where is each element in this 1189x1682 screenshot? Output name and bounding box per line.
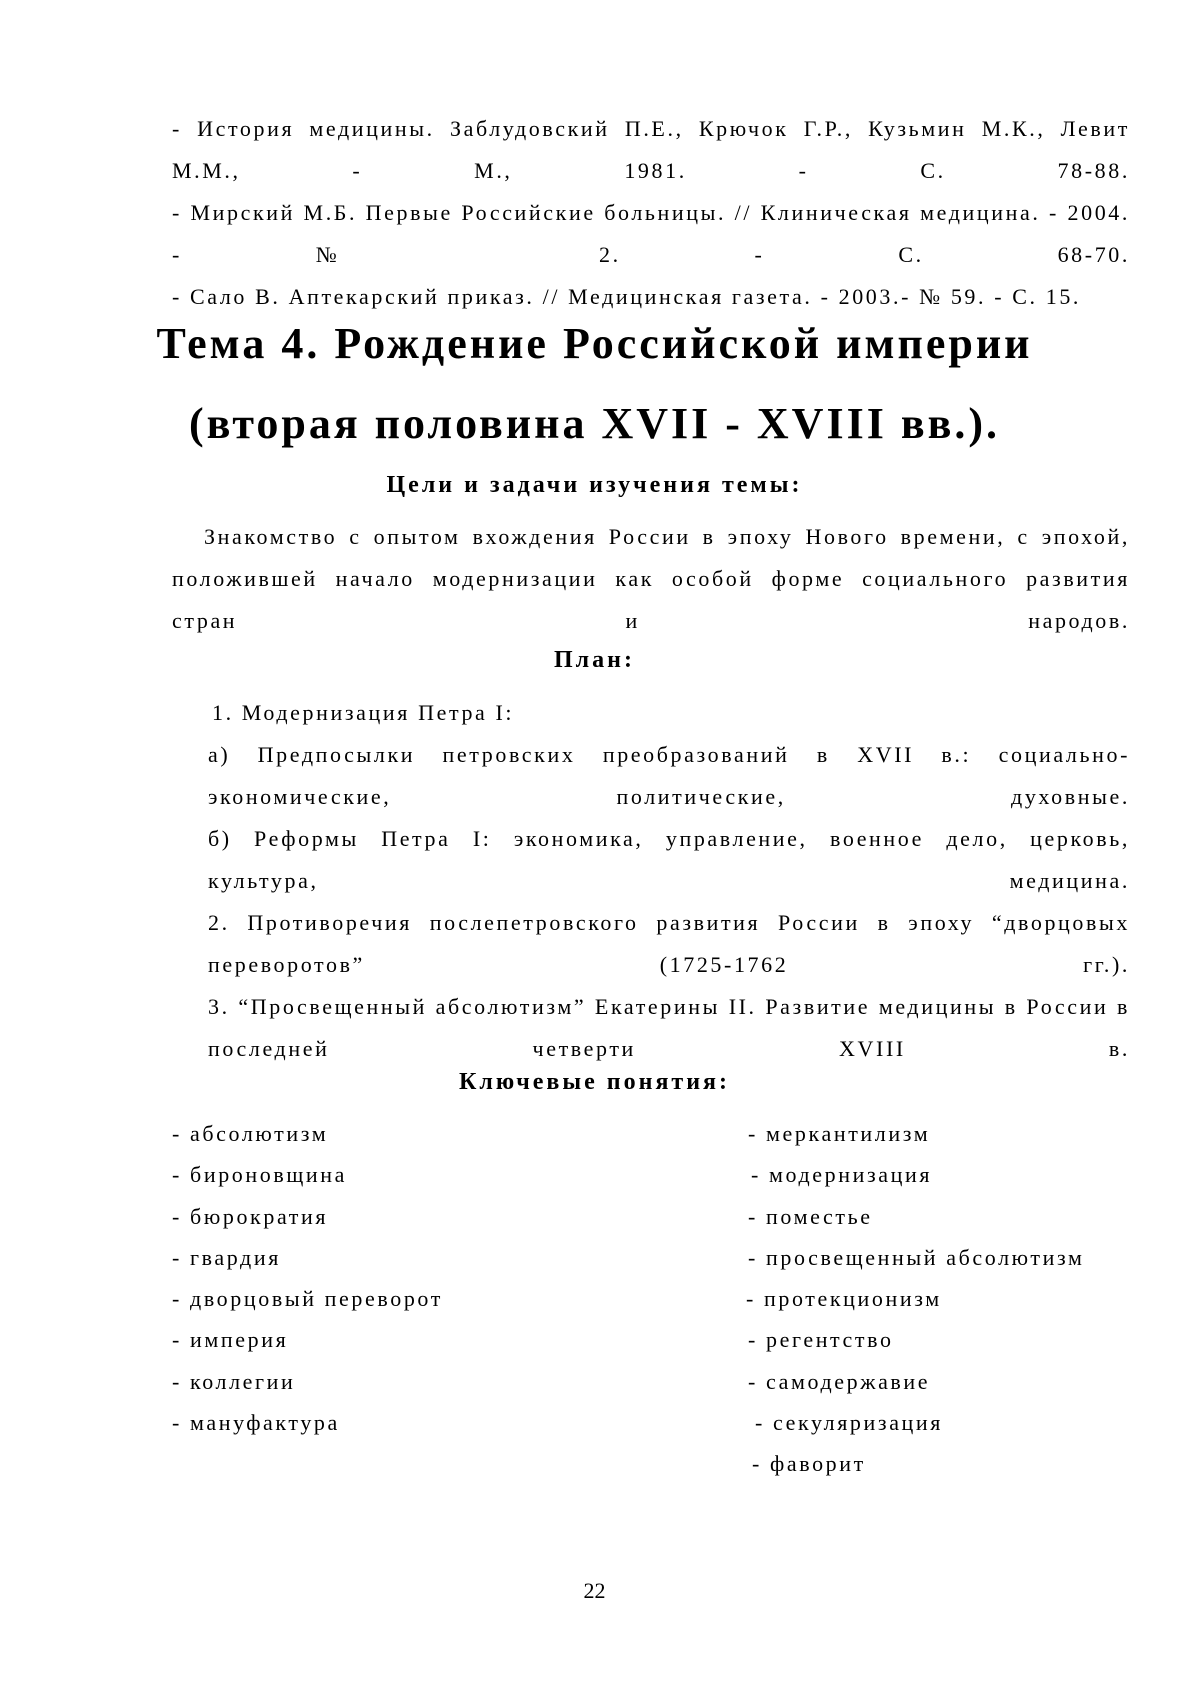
goals-heading: Цели и задачи изучения темы: (386, 472, 803, 498)
reference-item: - Сало В. Аптекарский приказ. // Медицинская газета. - 2003.- № 59. - С. 15. (172, 284, 1082, 309)
references-list (172, 108, 1130, 318)
concepts-left-column (172, 1113, 443, 1443)
concept-term: - секуляризация (755, 1410, 944, 1436)
concept-term: - бюрократия (172, 1203, 329, 1229)
concept-term: - протекционизм (746, 1286, 942, 1312)
plan-item: б) Реформы Петра I: экономика, управление, военное дело, церковь, культура, медицина. (208, 826, 1130, 893)
plan-heading: План: (554, 647, 635, 673)
concept-term: - регентство (748, 1327, 894, 1353)
concept-term: - империя (172, 1327, 289, 1353)
concepts-right-column (748, 1113, 1085, 1485)
goals-text: Знакомство с опытом вхождения России в эпоху Нового времени, с эпохой, положившей начало модернизации как особой форме социального развития стран и народов. (172, 524, 1130, 633)
page-number: 22 (583, 1578, 606, 1603)
concept-term: - меркантилизм (748, 1121, 931, 1146)
concept-term: - дворцовый переворот (172, 1286, 443, 1312)
concept-term: - коллегии (172, 1368, 296, 1394)
concept-term: - фаворит (752, 1451, 866, 1477)
plan-item: а) Предпосылки петровских преобразований в XVII в.: социально-экономические, политические, духовные. (208, 742, 1130, 809)
concept-term: - модернизация (751, 1162, 933, 1188)
plan-item: 3. “Просвещенный абсолютизм” Екатерины II. Развитие медицины в России в последней четверти XVIII в. (208, 994, 1130, 1061)
plan-item: 2. Противоречия послепетровского развития России в эпоху “дворцовых переворотов” (1725-1762 гг.). (208, 910, 1130, 977)
topic-title-line-2: (вторая половина XVII - XVIII вв.). (189, 399, 1000, 448)
reference-item: - История медицины. Заблудовский П.Е., Крючок Г.Р., Кузьмин М.К., Левит М.М., - М., 1981. - С. 78-88. (172, 116, 1130, 183)
concept-term: - самодержавие (748, 1368, 931, 1394)
plan-list (208, 692, 1130, 1070)
goals-text-block (172, 516, 1130, 642)
concept-term: - абсолютизм (172, 1121, 329, 1146)
concept-term: - бироновщина (172, 1162, 348, 1188)
topic-title-line-1: Тема 4. Рождение Российской империи (156, 319, 1033, 368)
plan-item: 1. Модернизация Петра I: (212, 700, 515, 725)
concept-term: - гвардия (172, 1244, 281, 1270)
concept-term: - поместье (748, 1203, 873, 1229)
concept-term: - просвещенный абсолютизм (748, 1244, 1085, 1270)
reference-item: - Мирский М.Б. Первые Российские больницы. // Клиническая медицина. - 2004. - № 2. - С. 68-70. (172, 200, 1130, 267)
concept-term: - мануфактура (172, 1410, 340, 1436)
concepts-heading: Ключевые понятия: (458, 1069, 731, 1095)
